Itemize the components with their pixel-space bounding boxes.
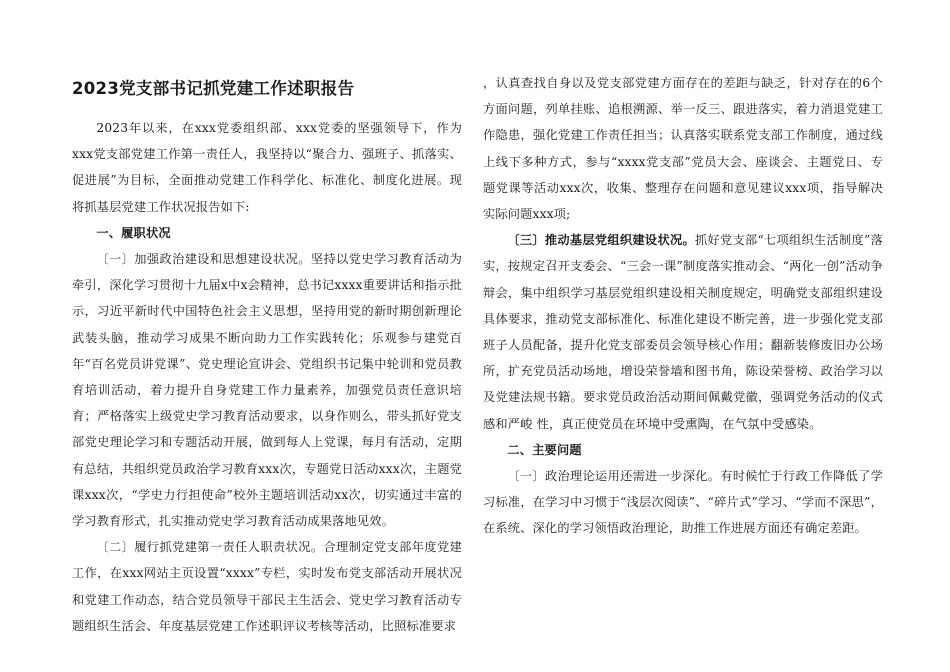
right-column <box>483 70 883 542</box>
item-political-building <box>72 246 462 534</box>
item-grassroots-building <box>483 227 883 437</box>
item-body: 有时候忙于行政工作降低了学习标准，在学习中习惯于“浅层次阅读”、“碎片式”学习、“学而不深思”，在系统、深化的学习领悟政治理论，助推工作进展方面还有确定差距。 <box>483 469 883 536</box>
intro-paragraph: 2023年以来，在xxx党委组织部、xxx党委的坚强领导下，作为xxx党支部党建工作第一责任人，我坚持以“聚合力、强班子、抓落实、促进展”为目标，全面推动党建工作科学化、标准化、制度化进展。现将抓基层党建工作状况报告如下: <box>72 121 462 214</box>
item-body: 合理制定党支部年度党建工作，在xxx网站主页设置“xxxx”专栏，实时发布党支部活动开展状况和党建工作动态，结合党员领导干部民主生活会、党史学习教育活动专题组织生活会、年度基层党建工作述职评议考核等活动，比照标准要求 <box>72 540 463 633</box>
item-lead: 〔一〕加强政治建设和思想建设状况。 <box>96 252 311 267</box>
section-heading-problems: 二、主要问题 <box>507 442 582 457</box>
section-heading-duties: 一、履职状况 <box>96 225 171 240</box>
item-lead: 〔一〕政治理论运用还需进一步深化。 <box>507 469 721 484</box>
item-first-responsibility-continued: ，认真查找自身以及党支部党建方面存在的差距与缺乏，针对存在的6个方面问题，列单挂账、追根溯源、举一反三、跟进落实，着力消退党建工作隐患，强化党建工作责任担当；认真落实联系党支部工作制度，通过线上线下多种方式，参与“xxxx党支部”党员大会、座谈会、主题党日、专题党课等活动xxx次，收集、整理存在问题和意见建议xxx项，指导解决实际问题xxx项; <box>483 76 883 222</box>
item-body: 抓好党支部“七项组织生活制度”落实，按规定召开支委会、“三会一课”制度落实推动会、“两化一创”活动争辩会，集中组织学习基层党组织建设相关制度规定，明确党支部组织建设具体要求，推动党支部标准化、标准化建设不断完善，进一步强化党支部班子人员配备，提升化党支部委员会领导核心作用；翻新装修废旧办公场所，扩充党员活动场地，增设荣誉墙和图书角，陈设荣誉榜、政治学习以及党建法规书籍。要求党员政治活动期间佩戴党徽，强调党务活动的仪式感和严峻 性，真正使党员在环境中受熏陶，在气氛中受感染。 <box>483 233 883 431</box>
item-lead: 〔二〕履行抓党建第一责任人职责状况。 <box>96 540 324 555</box>
item-lead: 〔三〕推动基层党组织建设状况。 <box>507 233 695 248</box>
item-body: 坚持以党史学习教育活动为牵引，深化学习贯彻十九届x中x会精神，总书记xxxx重要讲话和指示批示，习近平新时代中国特色社会主义思想，坚持用党的新时期创新理论武装头脑，推动学习成果不断向助力工作实践转化；乐观参与建党百年“百名党员讲党课”、党史理论宣讲会、党组织书记集中轮训和党员教育培训活动，着力提升自身党建工作力量素养，加强党员责任意识培育；严格落实上级党史学习教育活动要求，以身作则么，带头抓好党支部党史理论学习和专题活动开展，做到每人上党课，每月有活动，定期有总结，共组织党员政治学习教育xxx次，专题党日活动xxx次，主题党课xxx次，“学史力行担使命”校外主题培训活动xx次，切实通过丰富的学习教育形式，扎实推动党史学习教育活动成果落地见效。 <box>72 252 462 529</box>
item-theory-application <box>483 463 883 542</box>
document-title: 2023党支部书记抓党建工作述职报告 <box>72 79 355 98</box>
item-first-responsibility <box>72 534 462 639</box>
left-column <box>72 78 462 639</box>
